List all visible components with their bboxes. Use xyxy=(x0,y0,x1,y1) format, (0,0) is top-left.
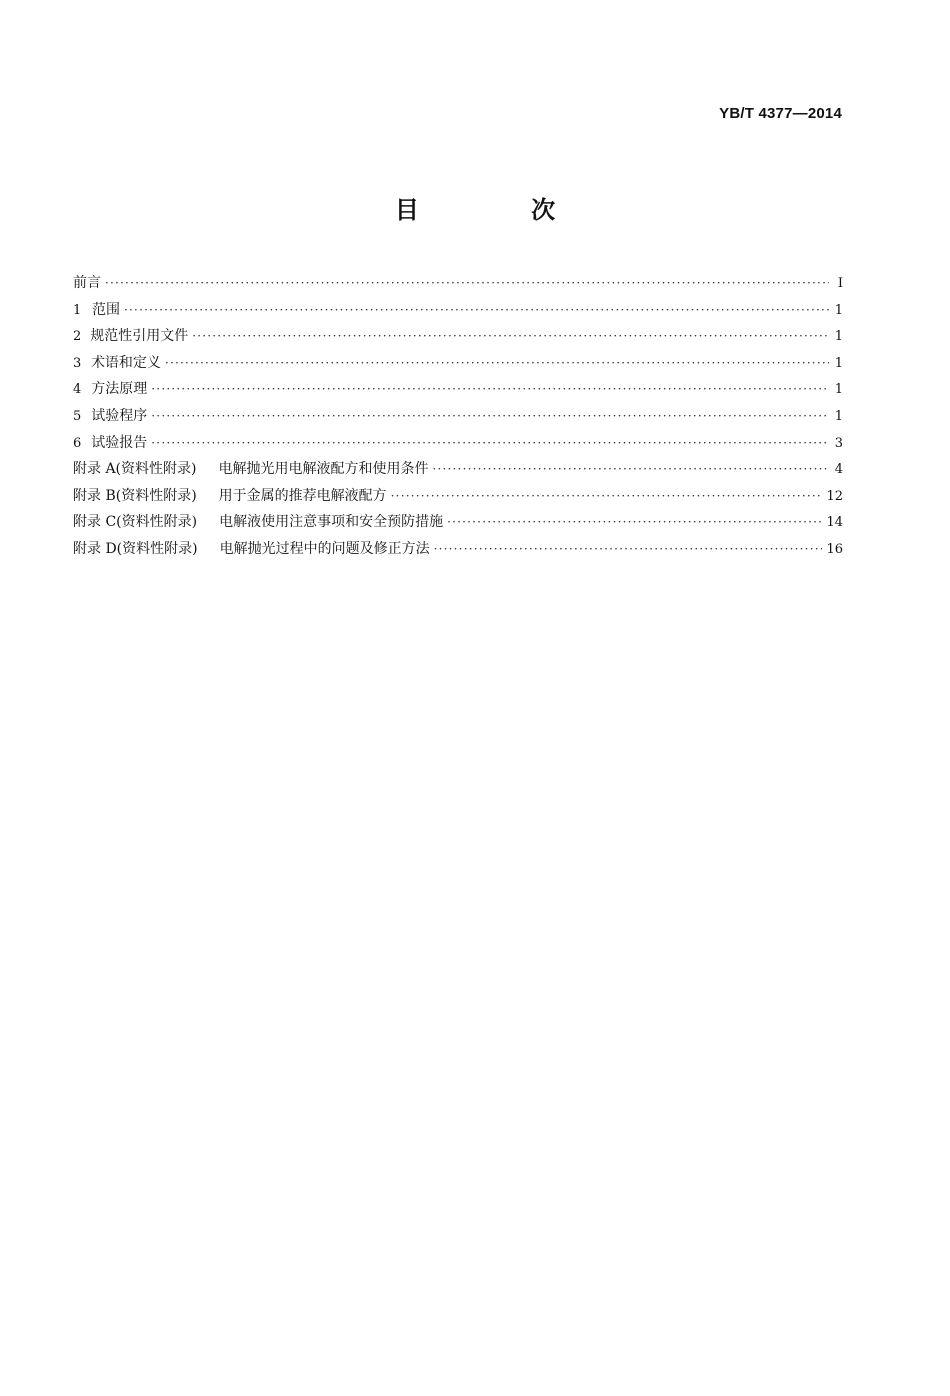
toc-dot-leader xyxy=(447,515,822,529)
toc-entry-page: 1 xyxy=(834,408,843,424)
toc-entry-number: 4 xyxy=(73,382,82,398)
standard-number: YB/T 4377—2014 xyxy=(719,105,842,122)
toc-entry-label: 电解抛光过程中的问题及修正方法 xyxy=(219,540,430,557)
table-of-contents xyxy=(73,272,843,565)
toc-entry-terms-definitions[interactable] xyxy=(73,352,843,379)
toc-entry-label: 试验程序 xyxy=(91,407,148,424)
toc-dot-leader xyxy=(432,462,829,476)
toc-entry-label: 用于金属的推荐电解液配方 xyxy=(218,487,387,504)
toc-entry-number: 5 xyxy=(73,408,82,424)
toc-dot-leader xyxy=(124,303,829,317)
toc-dot-leader xyxy=(391,489,823,503)
toc-entry-foreword[interactable] xyxy=(73,272,843,299)
toc-entry-page: 14 xyxy=(826,515,843,531)
toc-entry-page: 16 xyxy=(826,541,843,557)
page-title: 目 次 xyxy=(394,196,608,224)
toc-annex-prefix: 附录 C(资料性附录) xyxy=(73,514,198,531)
toc-entry-page: 1 xyxy=(834,302,843,318)
toc-entry-label: 试验报告 xyxy=(91,434,148,451)
toc-annex-prefix: 附录 D(资料性附录) xyxy=(73,540,198,557)
toc-entry-page: 12 xyxy=(826,488,843,504)
toc-entry-annex-a[interactable] xyxy=(73,458,843,485)
toc-entry-annex-c[interactable] xyxy=(73,511,843,538)
toc-dot-leader xyxy=(192,329,829,343)
toc-annex-prefix: 附录 A(资料性附录) xyxy=(73,461,197,478)
toc-entry-page: 1 xyxy=(834,382,843,398)
toc-entry-number: 1 xyxy=(73,302,82,318)
toc-entry-number: 2 xyxy=(73,329,82,345)
toc-entry-procedure[interactable] xyxy=(73,405,843,432)
toc-entry-number: 3 xyxy=(73,355,82,371)
toc-dot-leader xyxy=(165,356,829,370)
toc-dot-leader xyxy=(434,542,823,556)
toc-entry-annex-d[interactable] xyxy=(73,538,843,565)
toc-entry-label: 规范性引用文件 xyxy=(90,328,189,345)
toc-entry-label: 范围 xyxy=(92,301,121,318)
toc-entry-label: 方法原理 xyxy=(91,381,148,398)
toc-dot-leader xyxy=(105,276,829,290)
toc-entry-label: 电解抛光用电解液配方和使用条件 xyxy=(218,461,429,478)
toc-entry-label: 电解液使用注意事项和安全预防措施 xyxy=(219,514,444,531)
toc-entry-number: 6 xyxy=(73,435,82,451)
toc-dot-leader xyxy=(151,409,829,423)
toc-entry-test-report[interactable] xyxy=(73,432,843,459)
toc-entry-label: 术语和定义 xyxy=(90,354,161,371)
toc-entry-page: I xyxy=(837,276,843,291)
toc-entry-page: 3 xyxy=(834,435,843,451)
toc-dot-leader xyxy=(151,382,829,396)
toc-entry-page: 4 xyxy=(834,462,843,478)
toc-entry-label: 前言 xyxy=(73,275,101,291)
toc-dot-leader xyxy=(151,436,829,450)
toc-entry-scope[interactable] xyxy=(73,299,843,326)
toc-entry-normative-references[interactable] xyxy=(73,325,843,352)
toc-entry-annex-b[interactable] xyxy=(73,485,843,512)
toc-annex-prefix: 附录 B(资料性附录) xyxy=(73,487,197,504)
toc-entry-page: 1 xyxy=(834,355,843,371)
toc-entry-principle[interactable] xyxy=(73,378,843,405)
toc-entry-page: 1 xyxy=(834,329,843,345)
